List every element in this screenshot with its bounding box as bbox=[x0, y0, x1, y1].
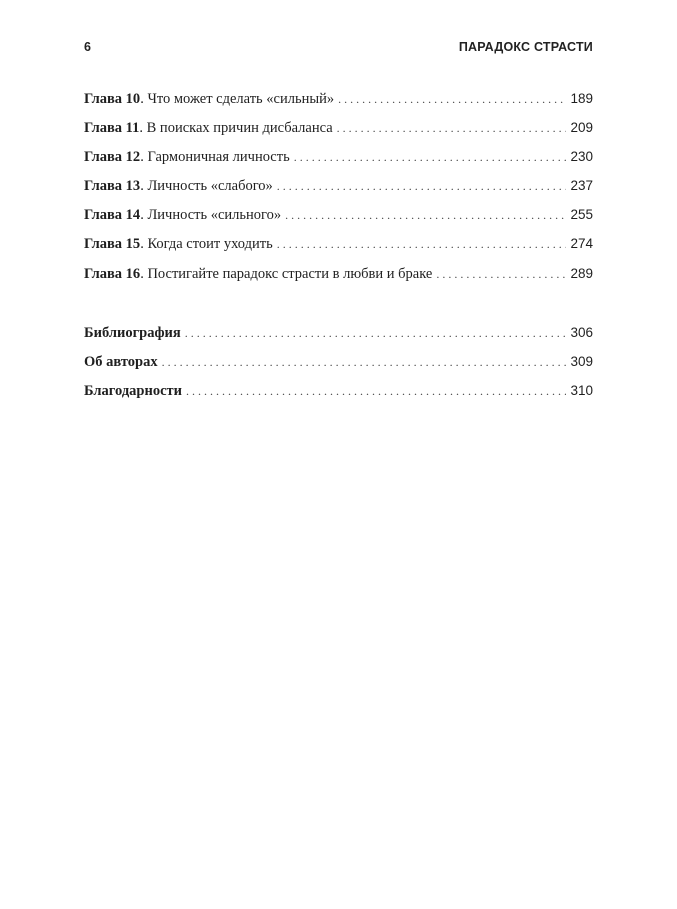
dot-leader bbox=[162, 352, 567, 372]
chapter-title: . Что может сделать «сильный» bbox=[140, 91, 335, 107]
toc-entry-chapter-10 bbox=[84, 89, 593, 109]
chapter-title: . Постигайте парадокс страсти в любви и браке bbox=[140, 266, 433, 282]
page-ref: 230 bbox=[570, 149, 593, 164]
page-ref: 310 bbox=[570, 383, 593, 398]
toc-entry-chapter-14 bbox=[84, 205, 593, 225]
running-title: ПАРАДОКС СТРАСТИ bbox=[458, 40, 593, 54]
toc-entry-chapter-16 bbox=[84, 264, 593, 284]
dot-leader bbox=[277, 234, 567, 254]
dot-leader bbox=[337, 118, 567, 138]
chapter-label: Глава 13 bbox=[84, 178, 141, 194]
chapter-label: Глава 12 bbox=[84, 149, 141, 165]
toc-entry-chapter-11 bbox=[84, 118, 593, 138]
chapter-label: Глава 11 bbox=[84, 120, 140, 136]
dot-leader bbox=[338, 89, 566, 109]
chapter-title: . Личность «сильного» bbox=[140, 207, 282, 223]
chapter-title: . Когда стоит уходить bbox=[140, 236, 273, 252]
page-ref: 237 bbox=[570, 178, 593, 193]
chapter-label: Глава 10 bbox=[84, 91, 141, 107]
chapter-title: . Личность «слабого» bbox=[140, 178, 273, 194]
page-number: 6 bbox=[84, 40, 92, 54]
chapter-title: . Гармоничная личность bbox=[140, 149, 290, 165]
dot-leader bbox=[186, 381, 566, 401]
page-ref: 306 bbox=[570, 325, 593, 340]
page-ref: 309 bbox=[570, 354, 593, 369]
chapter-label: Глава 16 bbox=[84, 266, 141, 282]
section-label: Благодарности bbox=[84, 383, 183, 399]
section-label: Библиография bbox=[84, 325, 181, 341]
dot-leader bbox=[285, 205, 566, 225]
chapter-title: . В поисках причин дисбаланса bbox=[139, 120, 333, 136]
dot-leader bbox=[436, 264, 566, 284]
toc-entry-acknowledgements bbox=[84, 381, 593, 401]
page-ref: 209 bbox=[570, 120, 593, 135]
toc-entry-chapter-12 bbox=[84, 147, 593, 167]
dot-leader bbox=[294, 147, 567, 167]
chapter-label: Глава 15 bbox=[84, 236, 141, 252]
dot-leader bbox=[277, 176, 567, 196]
toc-entry-bibliography bbox=[84, 323, 593, 343]
page-ref: 274 bbox=[570, 236, 593, 251]
page-header bbox=[84, 40, 593, 60]
toc-entry-about-authors bbox=[84, 352, 593, 372]
page-ref: 189 bbox=[570, 91, 593, 106]
page-ref: 289 bbox=[570, 266, 593, 281]
toc-entry-chapter-13 bbox=[84, 176, 593, 196]
toc-entry-chapter-15 bbox=[84, 234, 593, 254]
page-ref: 255 bbox=[570, 207, 593, 222]
dot-leader bbox=[185, 323, 567, 343]
chapter-label: Глава 14 bbox=[84, 207, 141, 223]
section-label: Об авторах bbox=[84, 354, 158, 370]
